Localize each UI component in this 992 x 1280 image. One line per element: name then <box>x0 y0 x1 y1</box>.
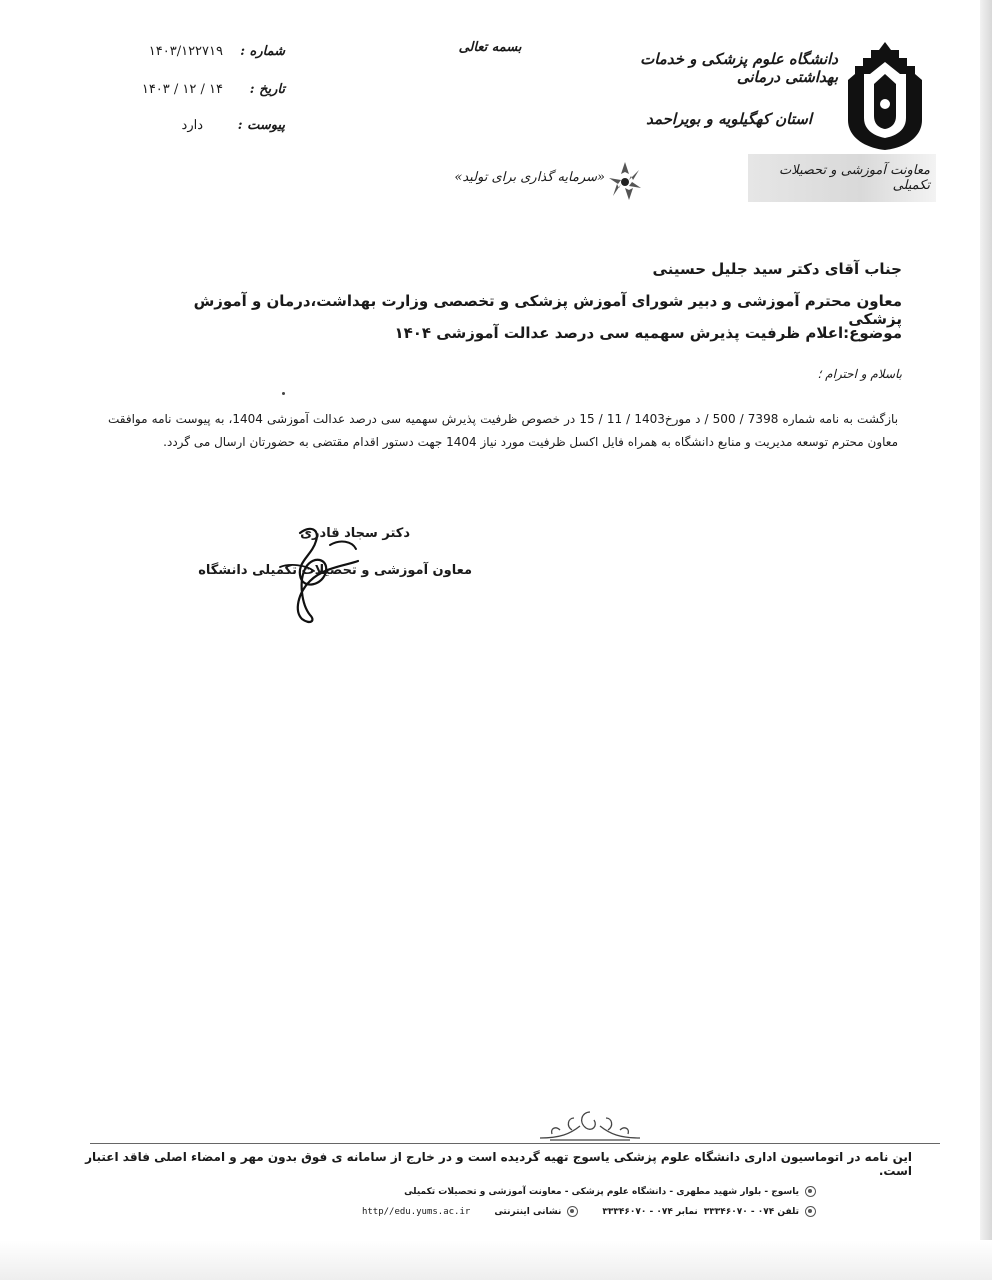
slogan-flower-icon <box>605 160 645 204</box>
letter-subject: موضوع:اعلام ظرفیت پذیرش سهمیه سی درصد عدالت آموزشی ۱۴۰۴ <box>394 324 902 342</box>
scan-edge-bottom <box>0 1240 992 1280</box>
phone-icon <box>805 1206 816 1217</box>
slogan-text: «سرمایه گذاری برای تولید» <box>454 170 605 185</box>
letter-date-label: تاریخ : <box>249 82 285 97</box>
footer-web-row <box>362 1206 578 1217</box>
addressee-name: جناب آقای دکتر سید جلیل حسینی <box>652 260 902 278</box>
province-name: استان کهگیلویه و بویراحمد <box>646 110 812 128</box>
globe-icon <box>567 1206 578 1217</box>
footer-website-link[interactable]: http//edu.yums.ac.ir <box>361 1206 471 1217</box>
university-logo-icon <box>844 40 926 152</box>
attachment-label: پیوست : <box>237 118 285 133</box>
basmala: بسمه تعالی <box>458 40 522 55</box>
footer-fax: نمابر ۰۷۴ - ۳۳۳۴۶۰۷۰ <box>602 1206 698 1217</box>
letter-number-row <box>135 44 285 64</box>
letter-date-row <box>135 82 285 102</box>
department-banner: معاونت آموزشی و تحصیلات تکمیلی <box>748 154 936 202</box>
signatory-name: دکتر سجاد قادری <box>300 526 410 541</box>
footer-web-label: نشانی اینترنتی <box>494 1206 562 1217</box>
footer-address: یاسوج - بلوار شهید مطهری - دانشگاه علوم پزشکی - معاونت آموزشی و تحصیلات تکمیلی <box>404 1186 799 1197</box>
footer-phone: تلفن ۰۷۴ - ۳۳۳۴۶۰۷۰ <box>703 1206 799 1217</box>
speck <box>282 392 285 395</box>
greeting: باسلام و احترام ؛ <box>817 367 902 381</box>
letter-number-value: ۱۴۰۳/۱۲۲۷۱۹ <box>148 44 223 59</box>
location-icon <box>805 1186 816 1197</box>
letter-body: بازگشت به نامه شماره 7398 / 500 / د مورخ1403 / 11 / 15 در خصوص ظرفیت پذیرش سهمیه سی درصد عدالت آموزشی 1404، به پیوست نامه موافقت معاون محترم توسعه مدیریت و منابع دانشگاه به همراه فایل اکسل ظرفیت مورد نیاز 1404 جهت دستور اقدام مقتضی به حضورتان ارسال می گردد. <box>108 412 899 449</box>
letter-number-label: شماره : <box>240 44 285 59</box>
attachment-row <box>135 118 285 138</box>
footer-address-row <box>404 1186 816 1197</box>
footer-divider <box>90 1143 940 1144</box>
footer-ornament-icon <box>530 1104 650 1144</box>
signatory-title: معاون آموزشی و تحصیلات تکمیلی دانشگاه <box>198 563 472 578</box>
letter-sheet <box>60 10 942 1220</box>
letter-date-value: ۱۴۰۳ / ۱۲ / ۱۴ <box>141 82 223 97</box>
footer-validity-notice: این نامه در اتوماسیون اداری دانشگاه علوم پزشکی یاسوج تهیه گردیده است و در خارج از سامانه ی فوق بدون مهر و امضاء اصلی فاقد اعتبار است. <box>85 1150 912 1178</box>
scan-edge-right <box>980 0 992 1280</box>
university-name: دانشگاه علوم پزشکی و خدمات بهداشتی درمانی <box>640 50 838 86</box>
footer-contact-row <box>362 1206 816 1217</box>
attachment-value: دارد <box>181 118 203 133</box>
addressee-title: معاون محترم آموزشی و دبیر شورای آموزش پزشکی و تخصصی وزارت بهداشت،درمان و آموزش پزشکی <box>193 292 902 328</box>
